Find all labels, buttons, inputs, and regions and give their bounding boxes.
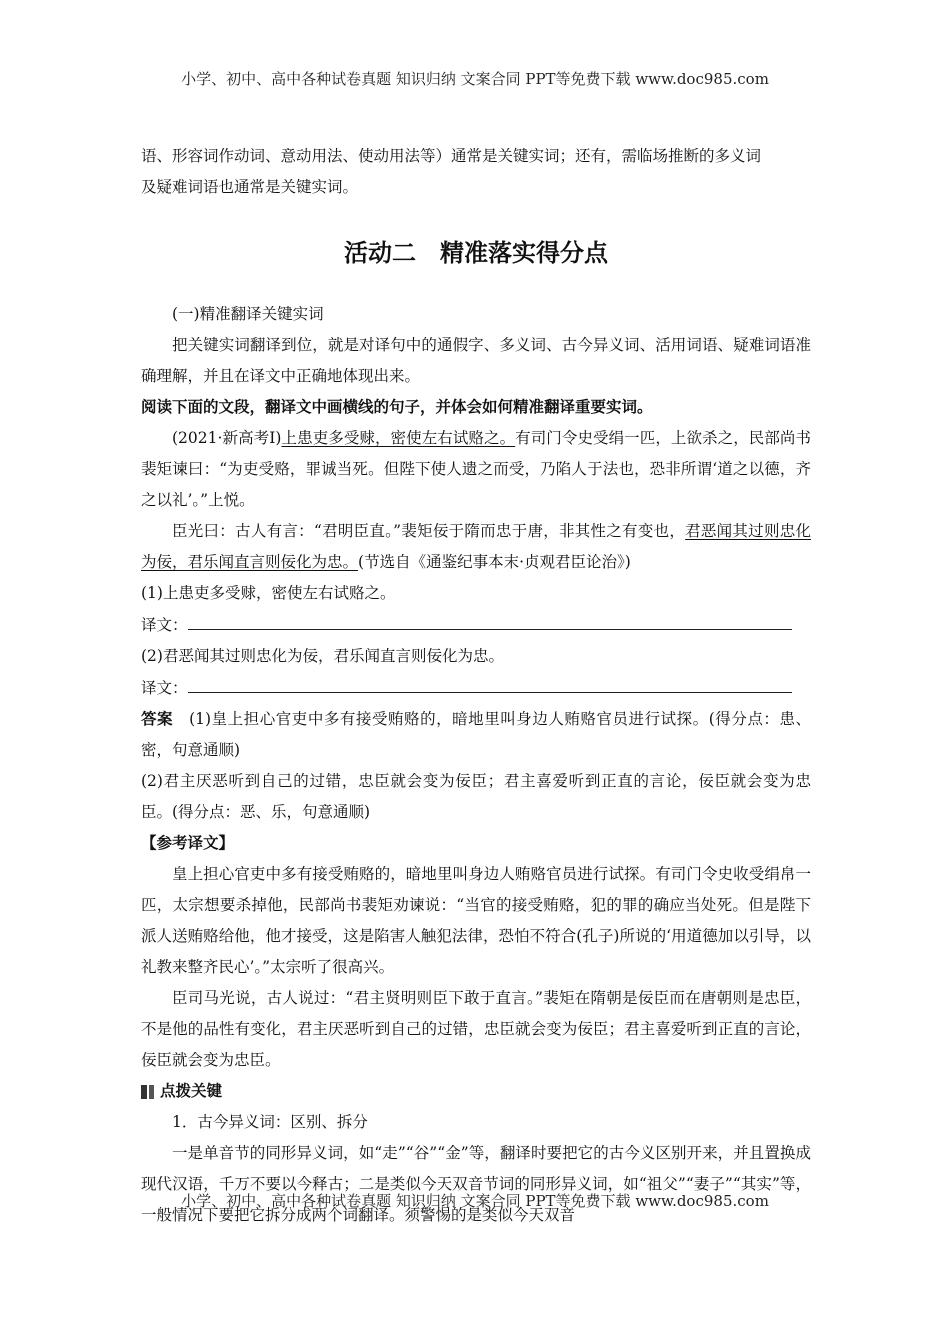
passage-paragraph-1 [141, 423, 811, 516]
main-content [141, 141, 811, 1231]
translation-blank-2[interactable] [188, 672, 792, 693]
key-point-paragraph: 一是单音节的同形异义词，如“走”“谷”“金”等，翻译时要把它的古今义区别开来，并且置换成现代汉语，千万不要以今释古；二是类似今天双音节词的同形异义词，如“祖父”“妻子”“其实”等，一般情况下要把它拆分成两个词翻译。须警惕的是类似今天双音 [141, 1144, 811, 1224]
reference-label: 【参考译文】 [141, 834, 235, 852]
passage-source: (2021·新高考Ⅰ) [172, 429, 282, 447]
sub-heading: (一)精准翻译关键实词 [172, 305, 324, 323]
underlined-sentence-2: 君恶闻其过则忠化为佞，君乐闻直言则佞化为忠。 [141, 522, 811, 571]
translation-label-1: 译文： [141, 616, 188, 634]
answer-line-2 [141, 672, 811, 704]
passage-text-2: 臣光曰：古人有言：“君明臣直。”裴矩佞于隋而忠于唐，非其性之有变也， [172, 522, 686, 540]
key-points-title: 点拨关键 [160, 1082, 223, 1100]
answer-text-1: (1)皇上担心官吏中多有接受贿赂的，暗地里叫身边人贿赂官员进行试探。(得分点：患、密，句意通顺) [141, 710, 811, 759]
key-points-heading [141, 1076, 811, 1107]
page-header: 小学、初中、高中各种试卷真题 知识归纳 文案合同 PPT等免费下载 www.doc985.com [181, 70, 769, 88]
reference-paragraph-1: 皇上担心官吏中多有接受贿赂的，暗地里叫身边人贿赂官员进行试探。有司门令史收受绢帛一匹，太宗想要杀掉他，民部尚书裴矩劝谏说：“当官的接受贿赂，犯的罪的确应当处死。但是陛下派人送贿赂给他，他才接受，这是陷害人触犯法律，恐怕不符合(孔子)所说的‘用道德加以引导，以礼教来整齐民心’。”太宗听了很高兴。 [141, 865, 811, 976]
intro-paragraph: 把关键实词翻译到位，就是对译句中的通假字、多义词、古今异义词、活用词语、疑难词语准确理解，并且在译文中正确地体现出来。 [141, 336, 811, 385]
passage-text-1: 有司门令史受绢一匹，上欲杀之，民部尚书裴矩谏曰：“为吏受赂，罪诚当死。但陛下使人遗之而受，乃陷人于法也，恐非所谓‘道之以德，齐之以礼’。”上悦。 [141, 429, 811, 509]
intro-line-1: 语、形容词作动词、意动用法、使动用法等）通常是关键实词；还有，需临场推断的多义词 [141, 147, 762, 165]
answer-1 [141, 704, 811, 766]
question-2: (2)君恶闻其过则忠化为佞，君乐闻直言则佞化为忠。 [141, 647, 504, 665]
question-1: (1)上患吏多受赇，密使左右试赂之。 [141, 584, 396, 602]
instruction: 阅读下面的文段，翻译文中画横线的句子，并体会如何精准翻译重要实词。 [141, 398, 653, 416]
page-footer: 小学、初中、高中各种试卷真题 知识归纳 文案合同 PPT等免费下载 www.doc985.com [181, 1192, 769, 1210]
section-marker-icon [141, 1085, 154, 1099]
translation-blank-1[interactable] [188, 609, 792, 630]
translation-label-2: 译文： [141, 679, 188, 697]
key-point-item-1: 1．古今异义词：区别、拆分 [172, 1113, 368, 1131]
answer-line-1 [141, 609, 811, 641]
underlined-sentence-1: 上患吏多受赇，密使左右试赂之。 [281, 429, 516, 447]
passage-citation: (节选自《通鉴纪事本末·贞观君臣论治》) [358, 553, 631, 571]
intro-line-2: 及疑难词语也通常是关键实词。 [141, 178, 359, 196]
answer-label: 答案 [141, 710, 174, 728]
activity-title: 活动二 精准落实得分点 [344, 239, 608, 267]
reference-paragraph-2: 臣司马光说，古人说过：“君主贤明则臣下敢于直言。”裴矩在隋朝是佞臣而在唐朝则是忠臣，不是他的品性有变化，君主厌恶听到自己的过错，忠臣就会变为佞臣；君主喜爱听到正直的言论，佞臣就会变为忠臣。 [141, 989, 811, 1069]
answer-2: (2)君主厌恶听到自己的过错，忠臣就会变为佞臣；君主喜爱听到正直的言论，佞臣就会变为忠臣。(得分点：恶、乐，句意通顺) [141, 772, 811, 821]
passage-paragraph-2 [141, 516, 811, 578]
